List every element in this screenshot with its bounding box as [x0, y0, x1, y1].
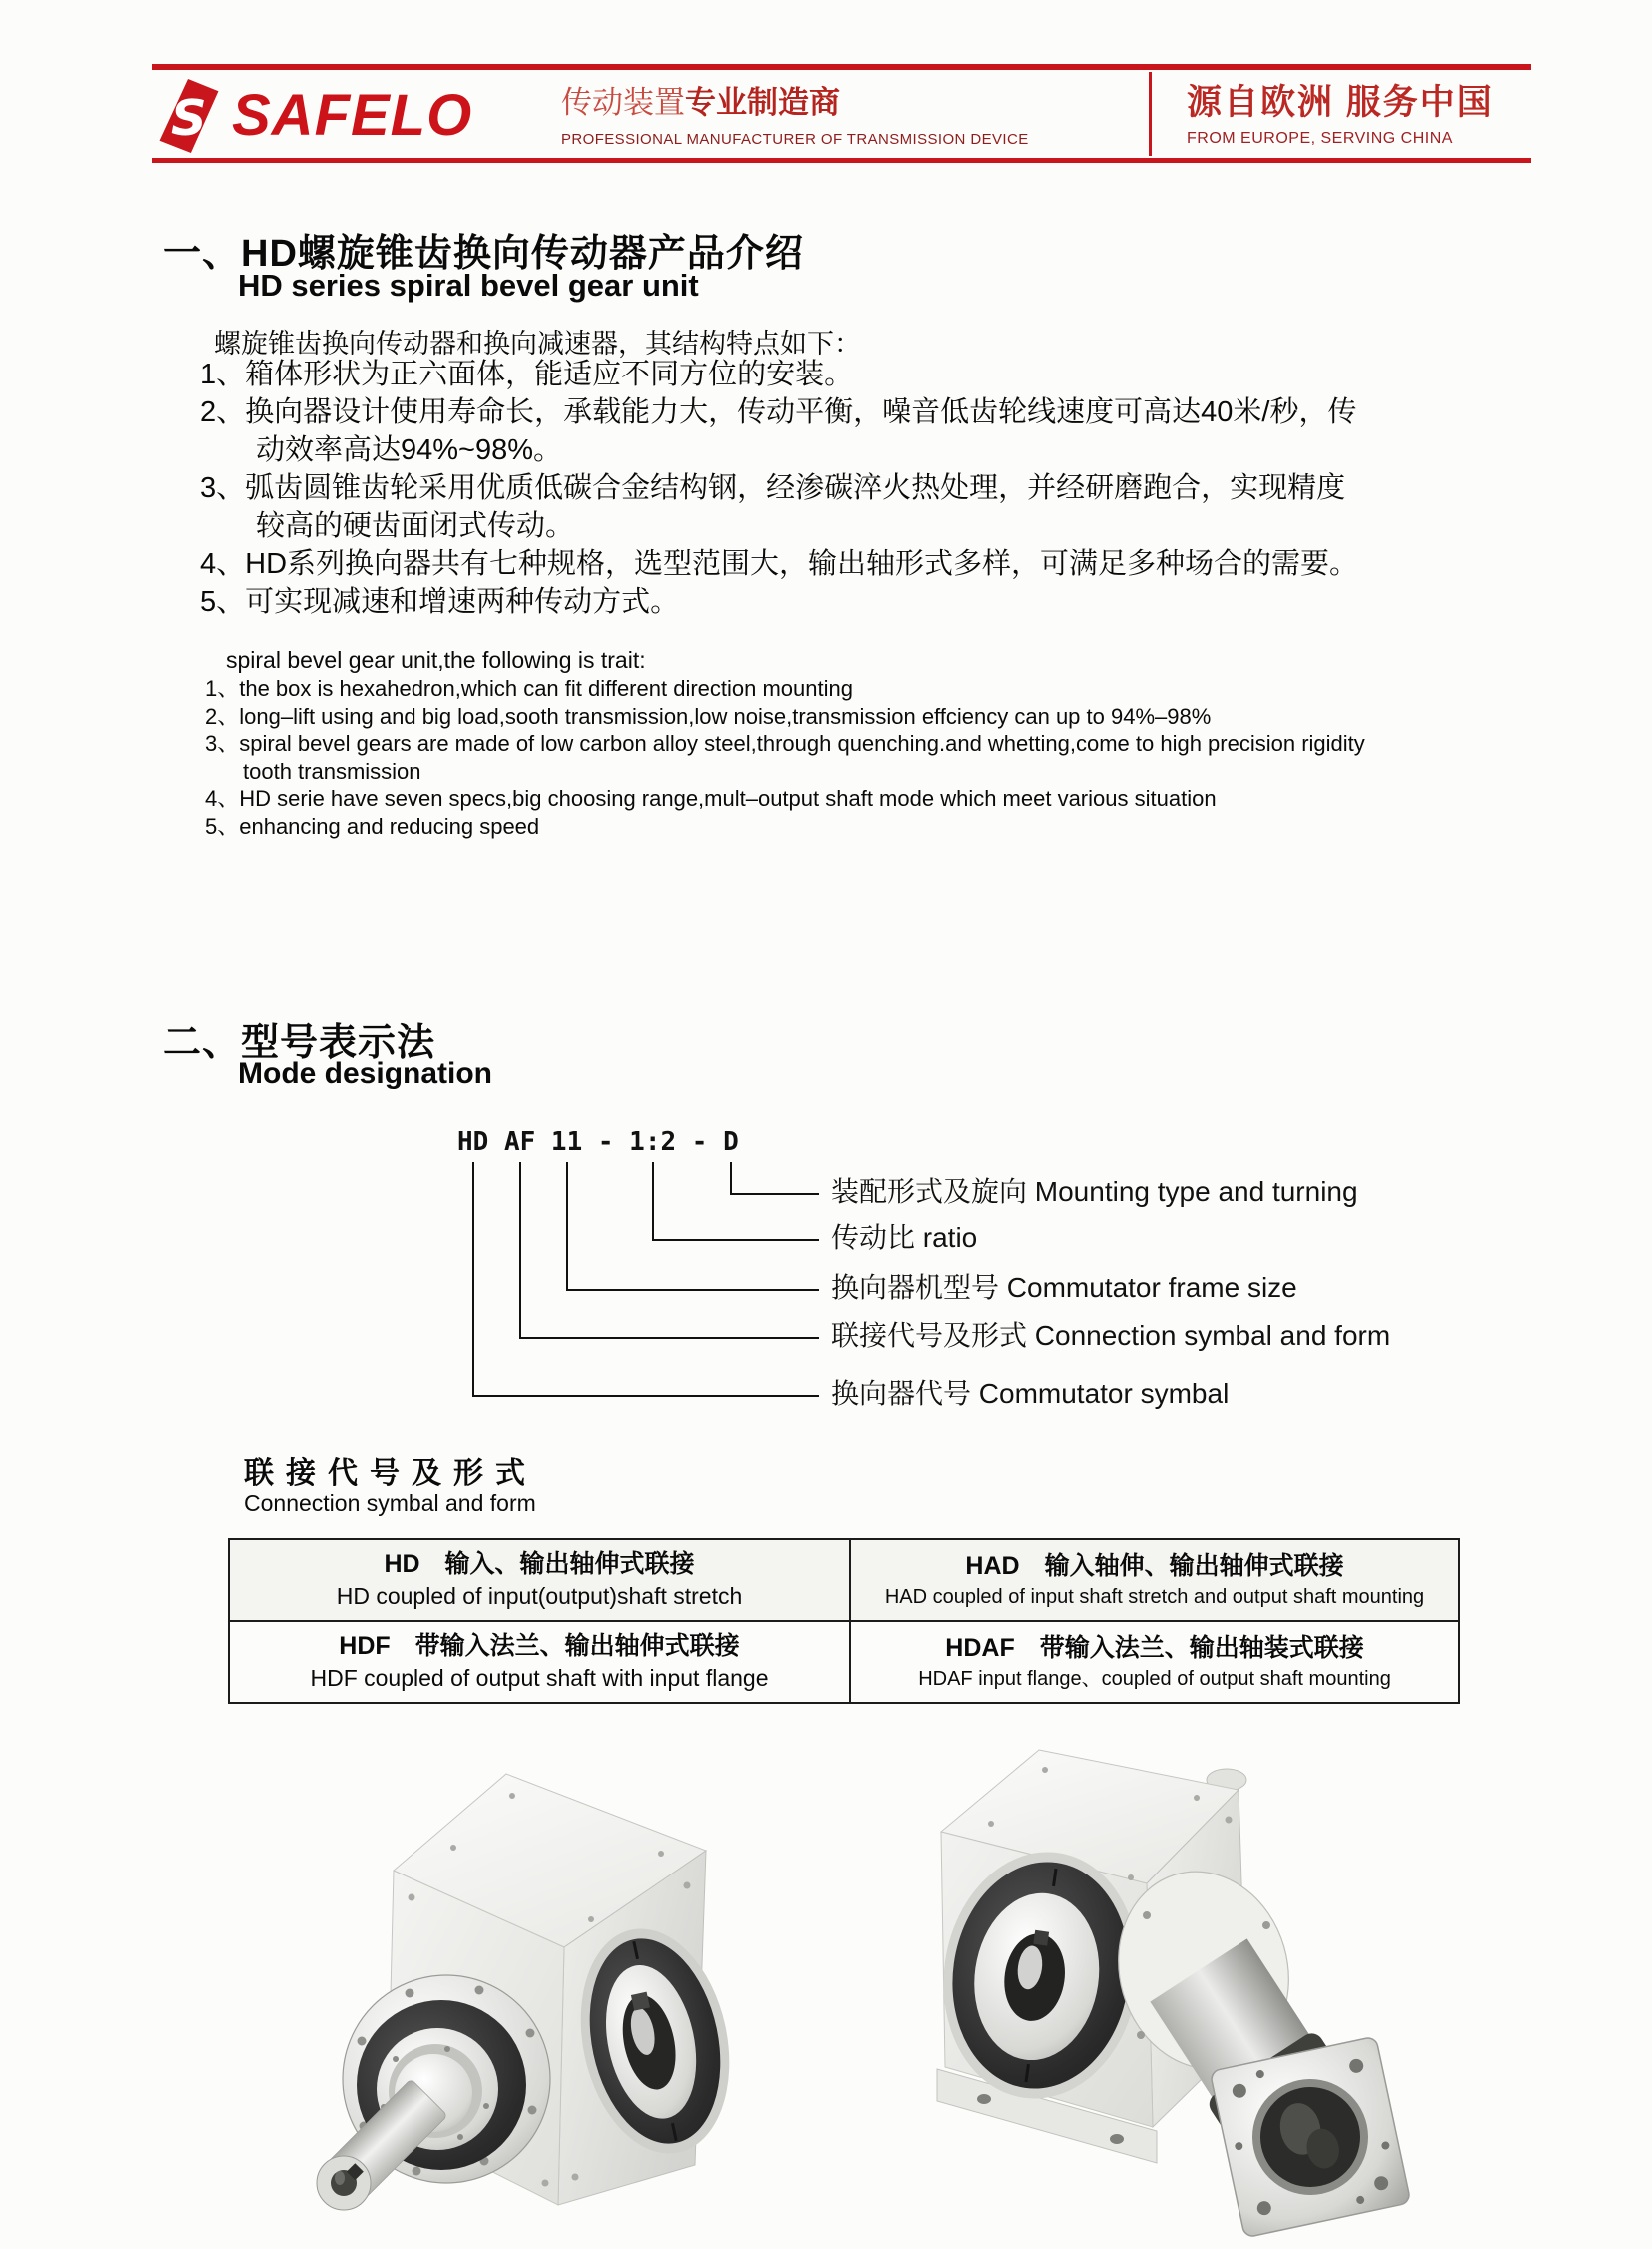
- connection-en: HD coupled of input(output)shaft stretch: [336, 1582, 743, 1609]
- tagline-zh-regular: 传动装置: [561, 85, 685, 120]
- header-slogan: [1187, 84, 1494, 148]
- feature-item-zh: 3、弧齿圆锥齿轮采用优质低碳合金结构钢，经渗碳淬火热处理，并经研磨跑合，实现精度较高的硬齿面闭式传动。: [200, 472, 1346, 542]
- slogan-en: FROM EUROPE, SERVING CHINA: [1187, 129, 1453, 147]
- feature-list-zh: [200, 356, 1363, 621]
- connection-heading-zh: 联接代号及形式: [244, 1457, 537, 1490]
- connection-cell-hdaf: [850, 1621, 1459, 1703]
- tagline-zh: [561, 86, 1029, 120]
- tagline-zh-bold: 专业制造商: [685, 85, 840, 120]
- designation-code: HD AF 11 - 1:2 - D: [457, 1127, 739, 1157]
- connection-zh: HDF 带输入法兰、输出轴伸式联接: [339, 1632, 740, 1661]
- feature-item-zh: 2、换向器设计使用寿命长，承载能力大，传动平衡，噪音低齿轮线速度可高达40米/秒，传动效率高达94%~98%。: [200, 396, 1357, 466]
- section1-intro-zh: 螺旋锥齿换向传动器和换向减速器，其结构特点如下：: [214, 329, 861, 359]
- section2-title-zh: 二、型号表示法: [163, 1022, 436, 1064]
- feature-item-en: 5、enhancing and reducing speed: [205, 813, 540, 839]
- connection-cell-hdf: [229, 1621, 850, 1703]
- connection-en: HDAF input flange、coupled of output shaft mounting: [918, 1667, 1391, 1690]
- gearbox-right-image: [879, 1736, 1498, 2249]
- feature-item-zh: 4、HD系列换向器共有七种规格，选型范围大，输出轴形式多样，可满足多种场合的需要。: [200, 548, 1359, 580]
- connection-heading-en: Connection symbal and form: [244, 1490, 536, 1516]
- tagline-en: PROFESSIONAL MANUFACTURER OF TRANSMISSION DEVICE: [561, 131, 1029, 149]
- designation-label-connection: 联接代号及形式 Connection symbal and form: [831, 1320, 1391, 1351]
- designation-label-frame-size: 换向器机型号 Commutator frame size: [831, 1272, 1297, 1303]
- brand-name: SAFELO: [232, 83, 473, 148]
- connection-table: [228, 1538, 1460, 1704]
- connection-cell-had: [850, 1539, 1459, 1621]
- feature-item-zh: 5、可实现减速和增速两种传动方式。: [200, 586, 680, 618]
- designation-label-symbol: 换向器代号 Commutator symbal: [831, 1378, 1230, 1409]
- section1-title-en: HD series spiral bevel gear unit: [238, 268, 699, 303]
- logo-monogram: S: [170, 89, 207, 147]
- table-row: [229, 1621, 1459, 1703]
- feature-list-en: [205, 675, 1393, 840]
- safelo-logo-icon: [158, 78, 220, 154]
- connection-en: HDF coupled of output shaft with input flange: [310, 1664, 769, 1691]
- designation-label-mounting: 装配形式及旋向 Mounting type and turning: [831, 1176, 1358, 1207]
- gearbox-left-image: [300, 1770, 859, 2249]
- feature-item-en: 2、long–lift using and big load,sooth transmission,low noise,transmission effciency can up to 94%–98%: [205, 703, 1212, 729]
- connection-zh: HAD 输入轴伸、输出轴伸式联接: [965, 1552, 1344, 1581]
- input-flange: [1210, 2036, 1411, 2238]
- mode-designation-diagram: [429, 1111, 1408, 1422]
- gearbox-photo-flange-version: [879, 1736, 1498, 2249]
- feature-item-en: 4、HD serie have seven specs,big choosing range,mult–output shaft mode which meet various situation: [205, 786, 1217, 811]
- table-row: [229, 1539, 1459, 1621]
- safelo-logo: [158, 78, 472, 154]
- connection-en: HAD coupled of input shaft stretch and output shaft mounting: [884, 1585, 1425, 1608]
- slogan-zh: 源自欧洲 服务中国: [1187, 83, 1494, 122]
- connection-cell-hd: [229, 1539, 850, 1621]
- feature-item-en: 1、the box is hexahedron,which can fit different direction mounting: [205, 676, 853, 701]
- connection-zh: HDAF 带输入法兰、输出轴装式联接: [945, 1634, 1364, 1663]
- header-top-rule: [152, 64, 1531, 70]
- header-bottom-rule: [152, 158, 1531, 163]
- designation-label-ratio: 传动比 ratio: [831, 1222, 978, 1253]
- gearbox-photo-shaft-version: [300, 1770, 859, 2249]
- section1-title-zh: 一、HD螺旋锥齿换向传动器产品介绍: [163, 233, 804, 275]
- designation-tree-lines: [473, 1162, 819, 1396]
- header-tagline: [561, 86, 1029, 148]
- section1-intro-en: spiral bevel gear unit,the following is trait:: [226, 647, 646, 673]
- section2-title-en: Mode designation: [238, 1057, 492, 1090]
- header-divider-rule: [1149, 72, 1152, 156]
- feature-item-en: 3、spiral bevel gears are made of low carbon alloy steel,through quenching.and whetting,come to high precision rigidity tooth transmission: [205, 731, 1365, 784]
- feature-item-zh: 1、箱体形状为正六面体，能适应不同方位的安装。: [200, 359, 854, 390]
- connection-zh: HD 输入、输出轴伸式联接: [384, 1550, 695, 1579]
